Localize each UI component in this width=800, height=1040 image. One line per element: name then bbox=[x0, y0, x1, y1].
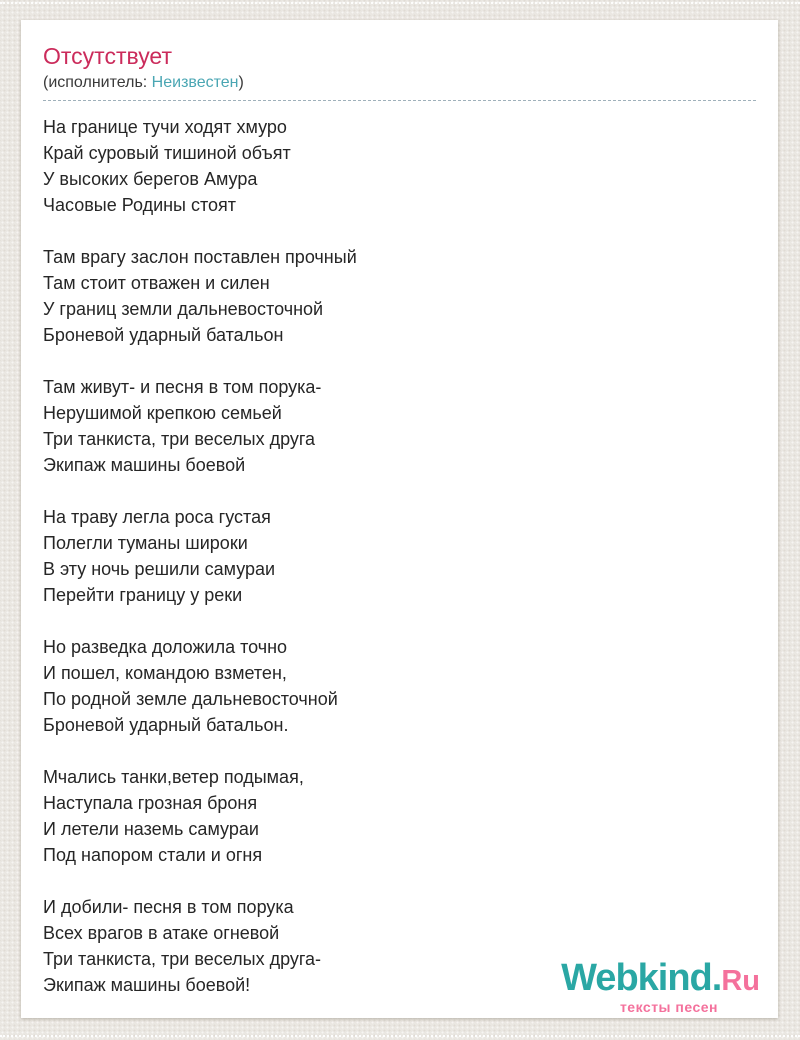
stanza: Мчались танки,ветер подымая, Наступала грозная броня И летели наземь самураи Под напором стали и огня bbox=[43, 767, 304, 865]
webkind-logo-wordmark bbox=[561, 957, 760, 1003]
stanza: Там живут- и песня в том порука- Нерушимой крепкою семьей Три танкиста, три веселых друга Экипаж машины боевой bbox=[43, 377, 322, 475]
stanza: Там врагу заслон поставлен прочный Там стоит отважен и силен У границ земли дальневосточной Броневой ударный батальон bbox=[43, 247, 357, 345]
webkind-logo[interactable] bbox=[561, 957, 760, 1015]
artist-link[interactable]: Неизвестен bbox=[151, 74, 239, 91]
stanza: Но разведка доложила точно И пошел, командою взметен, По родной земле дальневосточной Броневой ударный батальон. bbox=[43, 637, 338, 735]
lyrics-card bbox=[21, 20, 778, 1018]
logo-tagline: тексты песен bbox=[619, 999, 718, 1015]
stanza: На траву легла роса густая Полегли туманы широки В эту ночь решили самураи Перейти границу у реки bbox=[43, 507, 276, 605]
lyrics-text bbox=[21, 101, 778, 998]
song-header bbox=[43, 20, 756, 101]
song-title: Отсутствует bbox=[43, 43, 172, 69]
stanza: И добили- песня в том порука Всех врагов в атаке огневой Три танкиста, три веселых друга- Экипаж машины боевой! bbox=[43, 897, 322, 995]
artist-label: (исполнитель: bbox=[43, 74, 152, 91]
artist-line bbox=[43, 73, 756, 93]
logo-main-text: Webkind. bbox=[561, 957, 722, 999]
logo-suffix-text: Ru bbox=[721, 965, 760, 997]
artist-label-close: ) bbox=[238, 74, 244, 91]
stanza: На границе тучи ходят хмуро Край суровый тишиной объят У высоких берегов Амура Часовые Родины стоят bbox=[43, 117, 291, 215]
